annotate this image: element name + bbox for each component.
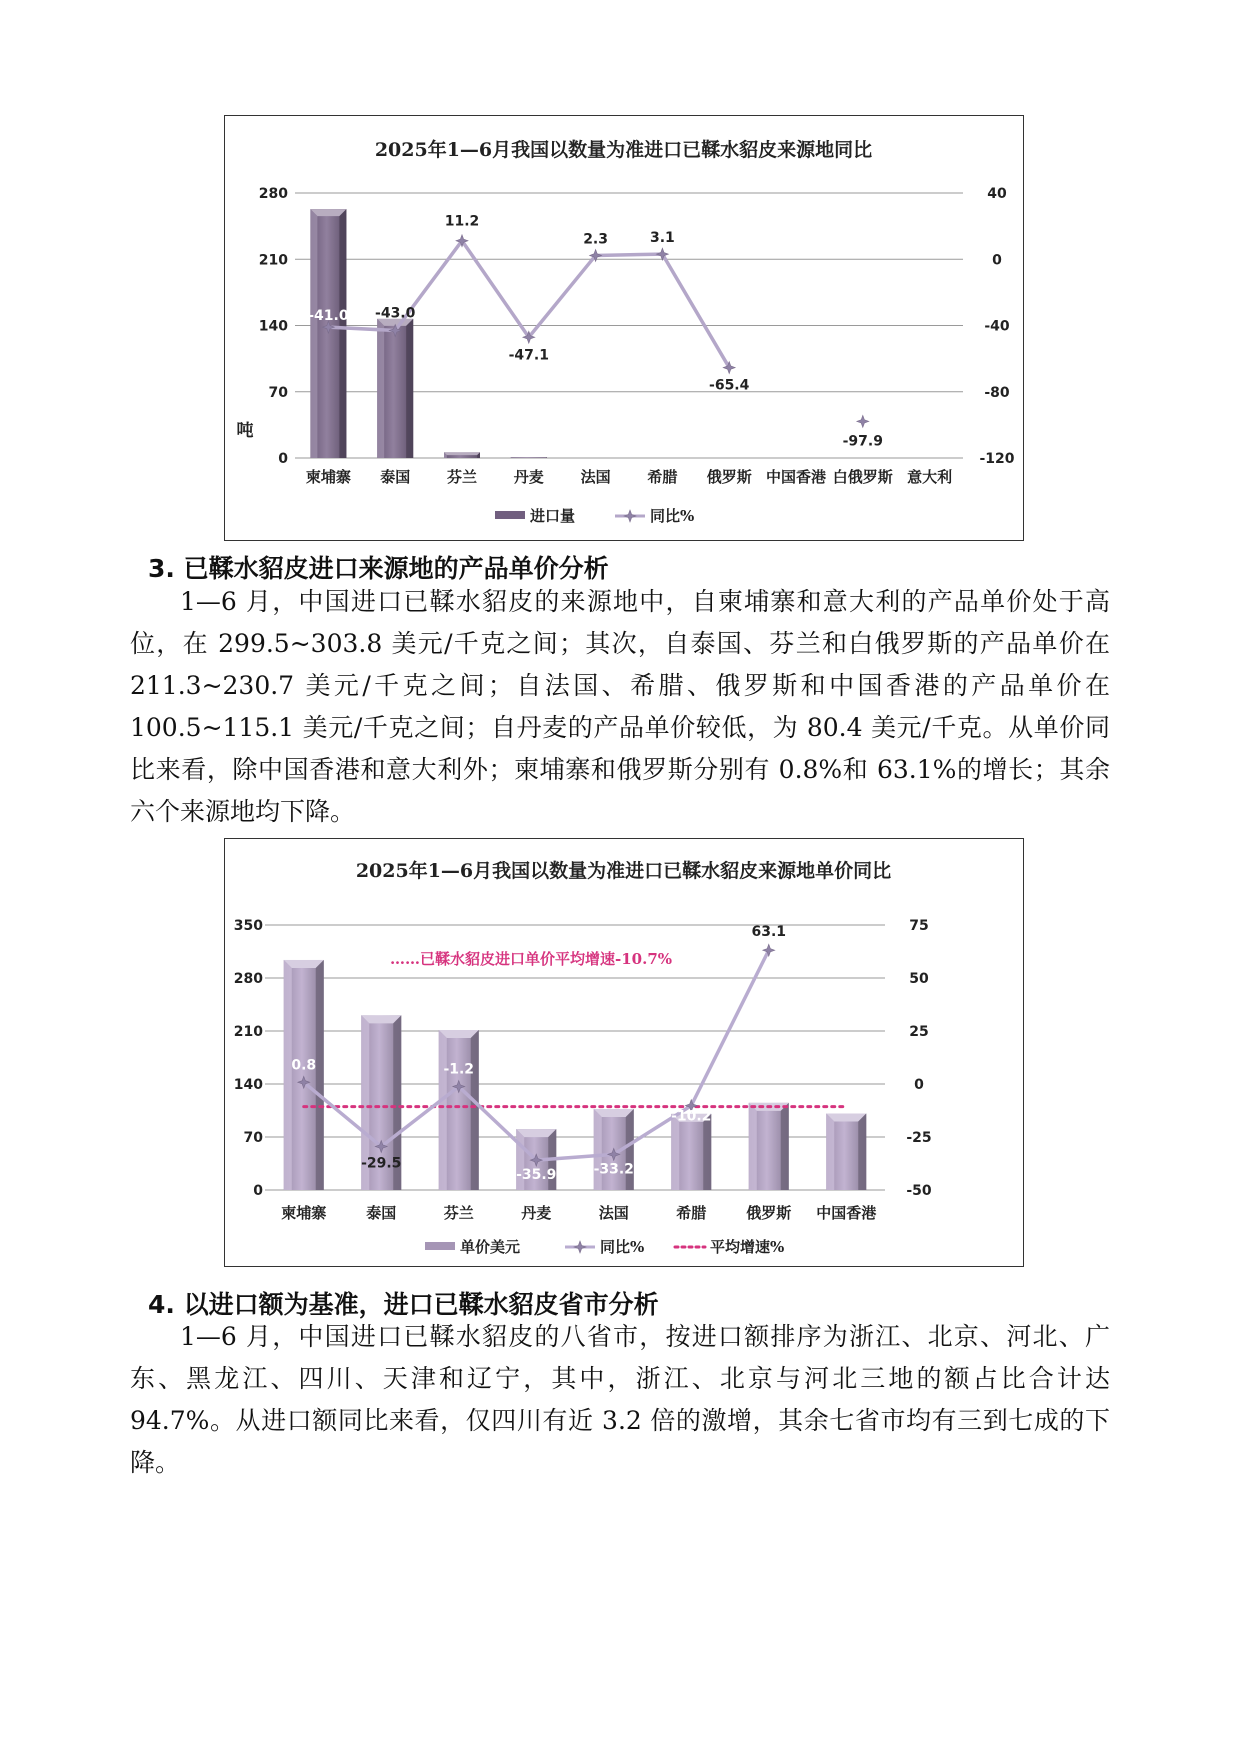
- legend-swatch-marker: [574, 1241, 586, 1253]
- x-category-label: 柬埔寨: [305, 468, 351, 486]
- bar-left-bevel: [594, 1109, 602, 1190]
- bar: [749, 1103, 789, 1190]
- x-category-label: 法国: [580, 468, 611, 486]
- bar-right-bevel: [406, 319, 413, 458]
- yoy-data-label: -41.0: [308, 308, 349, 325]
- x-category-label: 中国香港: [816, 1204, 877, 1222]
- y-left-tick-label: 140: [233, 1077, 263, 1093]
- x-category-label: 柬埔寨: [281, 1204, 327, 1222]
- y-right-tick-label: -80: [984, 384, 1010, 401]
- y-right-tick-label: -50: [906, 1183, 932, 1199]
- y-right-tick-label: 0: [992, 252, 1002, 269]
- yoy-data-label: -97.9: [842, 433, 883, 450]
- y-right-tick-label: -25: [906, 1130, 932, 1146]
- bar-left-bevel: [310, 209, 317, 458]
- bar: [377, 319, 413, 458]
- x-category-label: 丹麦: [521, 1204, 552, 1222]
- yoy-data-label: -47.1: [508, 347, 549, 364]
- bar-right-bevel: [316, 960, 324, 1190]
- bar: [671, 1114, 711, 1190]
- y-left-tick-label: 350: [233, 918, 263, 934]
- x-category-label: 芬兰: [446, 468, 478, 486]
- bar-right-bevel: [858, 1114, 866, 1190]
- y-left-tick-label: 70: [243, 1130, 263, 1146]
- yoy-point-marker: [763, 944, 775, 956]
- yoy-data-label: 2.3: [583, 231, 609, 248]
- legend-entry: [425, 1238, 520, 1256]
- yoy-data-label: -10.2: [671, 1108, 712, 1125]
- average-growth-annotation: ……已鞣水貂皮进口单价平均增速-10.7%: [390, 950, 673, 968]
- legend-label: 同比%: [650, 507, 695, 525]
- y-right-tick-label: 75: [909, 918, 929, 934]
- x-category-label: 希腊: [676, 1204, 707, 1222]
- y-left-tick-label: 210: [258, 252, 288, 269]
- bar: [826, 1114, 866, 1190]
- yoy-data-label: 3.1: [649, 230, 675, 247]
- x-category-label: 意大利: [907, 468, 953, 486]
- import-volume-chart-canvas: [225, 116, 1022, 539]
- x-category-label: 芬兰: [443, 1204, 474, 1222]
- bar-right-bevel: [339, 209, 346, 458]
- x-category-label: 俄罗斯: [746, 1204, 792, 1222]
- yoy-data-label: -1.2: [443, 1061, 475, 1078]
- y-right-tick-label: 0: [914, 1077, 924, 1093]
- section-4-heading: 4. 以进口额为基准，进口已鞣水貂皮省市分析: [148, 1290, 659, 1319]
- legend-label: 单价美元: [460, 1238, 521, 1256]
- bar-left-bevel: [826, 1114, 834, 1190]
- bar-left-bevel: [284, 960, 292, 1190]
- y-left-tick-label: 0: [278, 451, 288, 467]
- x-category-label: 泰国: [366, 1204, 397, 1222]
- bar-right-bevel: [471, 1030, 479, 1190]
- yoy-data-label: 63.1: [751, 924, 787, 941]
- y-left-tick-label: 210: [233, 1024, 263, 1040]
- unit-price-chart-canvas: [225, 839, 1022, 1265]
- yoy-data-label: -35.9: [516, 1167, 557, 1184]
- yoy-data-label: 0.8: [291, 1057, 317, 1074]
- y-right-tick-label: 25: [909, 1024, 929, 1040]
- bar-right-bevel: [626, 1109, 634, 1190]
- legend-swatch-marker: [624, 510, 636, 522]
- bar: [444, 452, 480, 458]
- x-category-label: 中国香港: [765, 468, 827, 486]
- section-4-paragraph: 1—6 月，中国进口已鞣水貂皮的八省市，按进口额排序为浙江、北京、河北、广东、黑龙江、四川、天津和辽宁，其中，浙江、北京与河北三地的额占比合计达 94.7%。从进口额同比来看，仅四川有近 3.2 倍的激增，其余七省市均有三到七成的下降。: [130, 1322, 1110, 1477]
- bar-left-bevel: [377, 319, 384, 458]
- y-left-tick-label: 140: [258, 318, 288, 335]
- legend-label: 平均增速%: [710, 1238, 785, 1256]
- chart-title: 2025年1—6月我国以数量为准进口已鞣水貂皮来源地单价同比: [355, 860, 892, 882]
- yoy-data-label: -33.2: [593, 1161, 634, 1178]
- y-right-tick-label: -40: [984, 318, 1010, 335]
- legend-entry: [675, 1238, 784, 1256]
- legend-swatch-bar: [425, 1242, 455, 1250]
- bar-right-bevel: [703, 1114, 711, 1190]
- import-volume-chart: [224, 115, 1024, 541]
- yoy-data-label: 11.2: [444, 213, 480, 230]
- yoy-data-label: -29.5: [361, 1155, 402, 1172]
- bar-top-bevel: [444, 452, 480, 455]
- x-category-label: 希腊: [647, 468, 678, 486]
- legend-entry: [565, 1238, 644, 1256]
- x-category-label: 丹麦: [513, 468, 544, 486]
- bar: [284, 960, 324, 1190]
- bar: [439, 1030, 479, 1190]
- bar-left-bevel: [439, 1030, 447, 1190]
- y-left-tick-label: 70: [268, 384, 288, 401]
- x-category-label: 俄罗斯: [706, 468, 752, 486]
- legend-entry: [615, 507, 694, 525]
- unit-price-chart: [224, 838, 1024, 1267]
- yoy-data-label: -65.4: [709, 377, 750, 394]
- legend-label: 同比%: [600, 1238, 645, 1256]
- bar-right-bevel: [781, 1103, 789, 1190]
- section-3-heading: 3. 已鞣水貂皮进口来源地的产品单价分析: [148, 554, 609, 583]
- y-left-tick-label: 0: [253, 1183, 263, 1199]
- legend-swatch-bar: [495, 511, 525, 519]
- legend-label: 进口量: [530, 507, 576, 525]
- bar-left-bevel: [749, 1103, 757, 1190]
- bar: [511, 457, 547, 458]
- section-3-paragraph: 1—6 月，中国进口已鞣水貂皮的来源地中，自柬埔寨和意大利的产品单价处于高位，在 299.5~303.8 美元/千克之间；其次，自泰国、芬兰和白俄罗斯的产品单价在 211.3~230.7 美元/千克之间；自法国、希腊、俄罗斯和中国香港的产品单价在 100.5~115.1 美元/千克之间；自丹麦的产品单价较低，为 80.4 美元/千克。从单价同比来看，除中国香港和意大利外；柬埔寨和俄罗斯分别有 0.8%和 63.1%的增长；其余六个来源地均下降。: [130, 587, 1110, 826]
- bar-left-bevel: [671, 1114, 679, 1190]
- y-right-tick-label: 50: [909, 971, 929, 987]
- yoy-data-label: -43.0: [375, 305, 416, 322]
- y-right-tick-label: -120: [979, 451, 1015, 467]
- y-right-tick-label: 40: [987, 186, 1007, 202]
- y-axis-unit-label: 吨: [236, 421, 254, 441]
- x-category-label: 泰国: [380, 468, 411, 486]
- yoy-point-marker: [857, 415, 869, 427]
- x-category-label: 白俄罗斯: [832, 468, 893, 486]
- chart-title: 2025年1—6月我国以数量为准进口已鞣水貂皮来源地同比: [374, 139, 873, 161]
- y-left-tick-label: 280: [258, 186, 288, 202]
- x-category-label: 法国: [598, 1204, 629, 1222]
- legend-entry: [495, 507, 575, 525]
- y-left-tick-label: 280: [233, 971, 263, 987]
